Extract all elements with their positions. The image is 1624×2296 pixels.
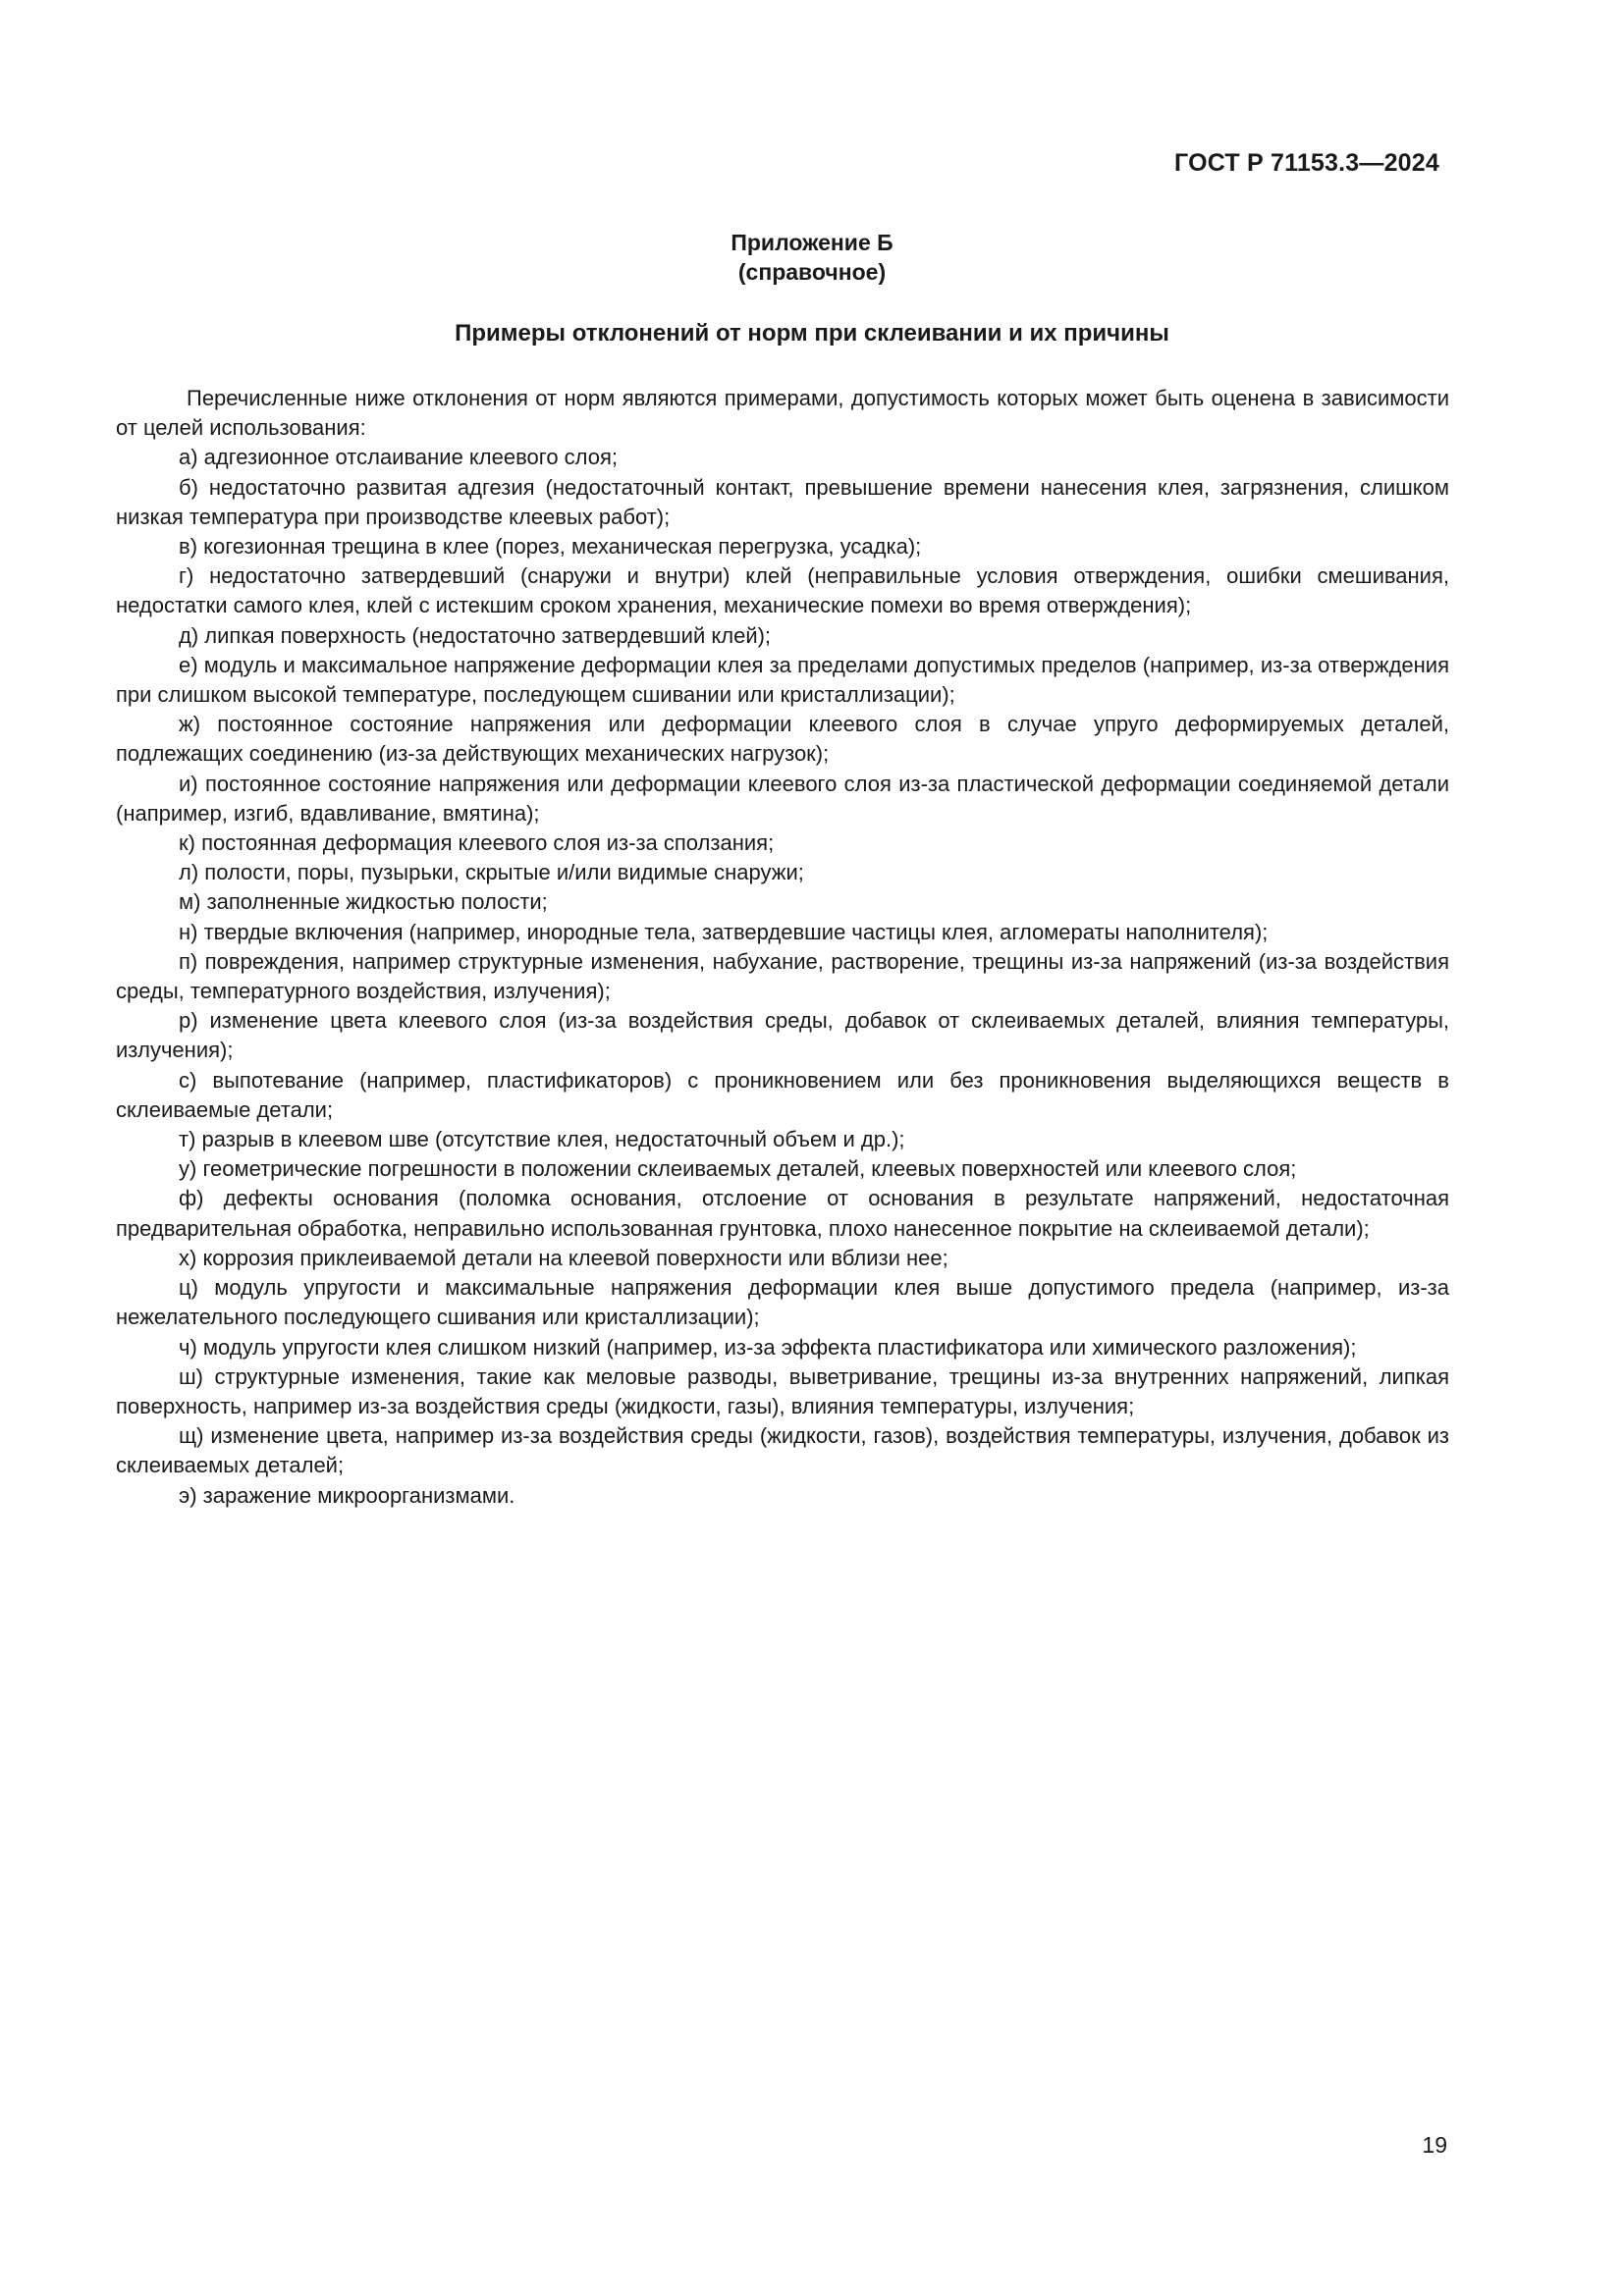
- list-item: т) разрыв в клеевом шве (отсутствие клея, недостаточный объем и др.);: [179, 1127, 905, 1152]
- list-item: г) недостаточно затвердевший (снаружи и внутри) клей (неправильные условия отверждения, ошибки смешивания, недостатки самого клея, клей с истекшим сроком хранения, механические помехи во время отверждения);: [116, 563, 1449, 618]
- section-title: Примеры отклонений от норм при склеивании и их причины: [455, 320, 1169, 347]
- annex-kind: (справочное): [737, 259, 887, 285]
- list-item: в) когезионная трещина в клее (порез, механическая перегрузка, усадка);: [179, 534, 922, 560]
- list-item: с) выпотевание (например, пластификаторов) с проникновением или без проникновения выделяющихся веществ в склеиваемые детали;: [116, 1067, 1449, 1122]
- annex-heading: [0, 228, 1624, 287]
- intro-paragraph: Перечисленные ниже отклонения от норм являются примерами, допустимость которых может быть оценена в зависимости от целей использования:: [116, 386, 1449, 441]
- page-number: 19: [1422, 2132, 1447, 2158]
- list-item: р) изменение цвета клеевого слоя (из-за воздействия среды, добавок от склеиваемых деталей, влияния температуры, излучения);: [116, 1008, 1449, 1063]
- list-item: н) твердые включения (например, инородные тела, затвердевшие частицы клея, агломераты наполнителя);: [179, 919, 1269, 944]
- list-item: п) повреждения, например структурные изменения, набухание, растворение, трещины из-за напряжений (из-за воздействия среды, температурного воздействия, излучения);: [116, 948, 1449, 1004]
- list-item: ж) постоянное состояние напряжения или деформации клеевого слоя в случае упруго деформируемых деталей, подлежащих соединению (из-за действующих механических нагрузок);: [116, 712, 1449, 767]
- document-code: ГОСТ Р 71153.3—2024: [1174, 149, 1439, 177]
- list-item: х) коррозия приклеиваемой детали на клеевой поверхности или вблизи нее;: [179, 1245, 948, 1270]
- list-item: ф) дефекты основания (поломка основания, отслоение от основания в результате напряжений, недостаточная предварительная обработка, неправильно использованная грунтовка, плохо нанесенное покрытие на склеиваемой детали);: [116, 1186, 1449, 1241]
- list-item: л) полости, поры, пузырьки, скрытые и/или видимые снаружи;: [179, 860, 804, 885]
- list-item: м) заполненные жидкостью полости;: [179, 889, 548, 915]
- list-item: щ) изменение цвета, например из-за воздействия среды (жидкости, газов), воздействия температуры, излучения, добавок из склеиваемых деталей;: [116, 1423, 1449, 1478]
- list-item: ш) структурные изменения, такие как меловые разводы, выветривание, трещины из-за внутренних напряжений, липкая поверхность, например из-за воздействия среды (жидкости, газы), влияния температуры, излучения;: [116, 1363, 1449, 1418]
- list-item: е) модуль и максимальное напряжение деформации клея за пределами допустимых пределов (например, из-за отверждения при слишком высокой температуре, последующем сшивании или кристаллизации);: [116, 652, 1449, 708]
- list-item: б) недостаточно развитая адгезия (недостаточный контакт, превышение времени нанесения клея, загрязнения, слишком низкая температура при производстве клеевых работ);: [116, 474, 1449, 529]
- document-body: [116, 384, 1449, 1511]
- list-item: э) заражение микроорганизмами.: [179, 1482, 515, 1508]
- annex-label: Приложение Б: [731, 230, 893, 255]
- list-item: ц) модуль упругости и максимальные напряжения деформации клея выше допустимого предела (например, из-за нежелательного последующего сшивания или кристаллизации);: [116, 1275, 1449, 1330]
- list-item: у) геометрические погрешности в положении склеиваемых деталей, клеевых поверхностей или клеевого слоя;: [179, 1156, 1297, 1182]
- list-item: ч) модуль упругости клея слишком низкий (например, из-за эффекта пластификатора или химического разложения);: [179, 1334, 1357, 1360]
- list-item: д) липкая поверхность (недостаточно затвердевший клей);: [179, 622, 772, 648]
- list-item: к) постоянная деформация клеевого слоя из-за сползания;: [179, 830, 775, 856]
- list-item: и) постоянное состояние напряжения или деформации клеевого слоя из-за пластической деформации соединяемой детали (например, изгиб, вдавливание, вмятина);: [116, 771, 1449, 826]
- list-item: а) адгезионное отслаивание клеевого слоя;: [179, 445, 619, 470]
